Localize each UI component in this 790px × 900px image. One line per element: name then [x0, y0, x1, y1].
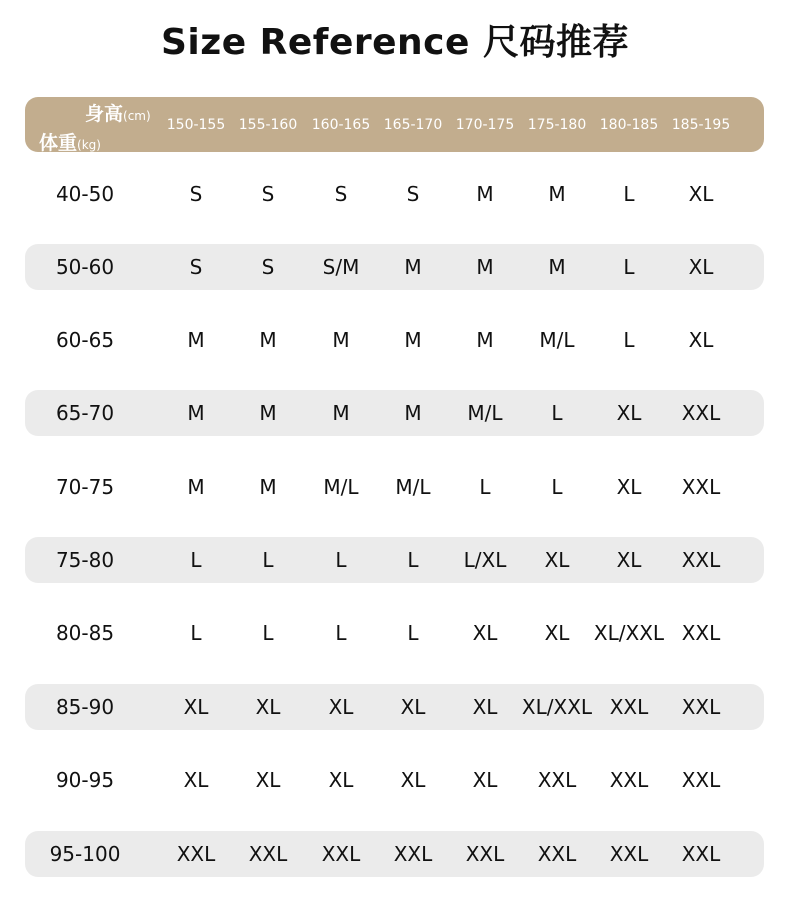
- size-cell: S: [261, 255, 275, 279]
- height-column-header: 175-180: [527, 117, 587, 133]
- weight-range-cell: 75-80: [55, 548, 115, 572]
- size-cell: XL: [616, 548, 642, 572]
- size-cell: S/M: [322, 255, 360, 279]
- size-cell: XL: [472, 621, 498, 645]
- table-row: [25, 171, 764, 217]
- size-cell: XL: [616, 401, 642, 425]
- height-column-header: 185-195: [671, 117, 731, 133]
- size-cell: XL: [544, 621, 570, 645]
- size-cell: XL: [616, 475, 642, 499]
- size-cell: M: [187, 401, 205, 425]
- page-title: Size Reference 尺码推荐: [161, 22, 629, 63]
- size-cell: L: [262, 621, 274, 645]
- size-cell: XL: [472, 768, 498, 792]
- size-cell: L/XL: [463, 548, 507, 572]
- size-cell: XXL: [537, 768, 577, 792]
- height-column-header: 155-160: [238, 117, 298, 133]
- size-cell: XXL: [248, 842, 288, 866]
- table-row: [25, 464, 764, 510]
- size-cell: S: [334, 182, 348, 206]
- size-cell: M/L: [539, 328, 575, 352]
- size-cell: M: [476, 182, 494, 206]
- table-row: [25, 757, 764, 803]
- size-cell: S: [189, 182, 203, 206]
- size-cell: XL: [255, 695, 281, 719]
- height-column-header: 170-175: [455, 117, 515, 133]
- height-column-header: 180-185: [599, 117, 659, 133]
- weight-range-cell: 95-100: [49, 842, 121, 866]
- weight-range-cell: 90-95: [55, 768, 115, 792]
- size-cell: L: [407, 548, 419, 572]
- size-cell: XXL: [681, 548, 721, 572]
- height-label: 身高: [85, 103, 124, 125]
- size-cell: XXL: [681, 768, 721, 792]
- size-cell: L: [335, 548, 347, 572]
- size-cell: M: [259, 475, 277, 499]
- height-column-header: 160-165: [311, 117, 371, 133]
- table-header: [25, 97, 764, 152]
- size-cell: XL: [688, 182, 714, 206]
- size-cell: M/L: [395, 475, 431, 499]
- weight-range-cell: 60-65: [55, 328, 115, 352]
- size-cell: M: [548, 182, 566, 206]
- weight-range-cell: 50-60: [55, 255, 115, 279]
- size-cell: XL: [183, 695, 209, 719]
- size-cell: M: [259, 401, 277, 425]
- size-cell: L: [623, 328, 635, 352]
- size-cell: XXL: [176, 842, 216, 866]
- size-cell: XXL: [609, 842, 649, 866]
- size-cell: XXL: [681, 695, 721, 719]
- weight-range-cell: 65-70: [55, 401, 115, 425]
- size-cell: XXL: [321, 842, 361, 866]
- height-column-header: 165-170: [383, 117, 443, 133]
- size-cell: L: [335, 621, 347, 645]
- size-cell: XXL: [681, 621, 721, 645]
- size-cell: M: [548, 255, 566, 279]
- size-cell: XL/XXL: [521, 695, 593, 719]
- weight-label: 体重: [39, 132, 78, 154]
- weight-range-cell: 70-75: [55, 475, 115, 499]
- size-cell: XXL: [465, 842, 505, 866]
- size-cell: XXL: [681, 401, 721, 425]
- size-cell: L: [623, 255, 635, 279]
- size-cell: M: [332, 401, 350, 425]
- height-column-header: 150-155: [166, 117, 226, 133]
- weight-axis-label: [39, 128, 101, 155]
- size-cell: XXL: [609, 695, 649, 719]
- size-cell: L: [190, 621, 202, 645]
- size-cell: L: [623, 182, 635, 206]
- size-cell: L: [551, 475, 563, 499]
- table-row: [25, 831, 764, 877]
- table-row: [25, 390, 764, 436]
- size-cell: S: [261, 182, 275, 206]
- size-cell: XXL: [681, 475, 721, 499]
- height-axis-label: [85, 99, 151, 126]
- size-cell: XL: [400, 695, 426, 719]
- size-cell: XL: [328, 695, 354, 719]
- size-cell: M: [476, 328, 494, 352]
- size-cell: M: [404, 255, 422, 279]
- weight-range-cell: 85-90: [55, 695, 115, 719]
- size-cell: M/L: [323, 475, 359, 499]
- weight-range-cell: 80-85: [55, 621, 115, 645]
- size-cell: XL: [328, 768, 354, 792]
- size-cell: XXL: [537, 842, 577, 866]
- size-cell: M: [259, 328, 277, 352]
- size-cell: M: [187, 475, 205, 499]
- size-cell: XL: [255, 768, 281, 792]
- size-cell: XL: [183, 768, 209, 792]
- size-cell: M/L: [467, 401, 503, 425]
- size-cell: M: [476, 255, 494, 279]
- table-row: [25, 610, 764, 656]
- table-row: [25, 684, 764, 730]
- size-cell: M: [332, 328, 350, 352]
- size-cell: M: [404, 328, 422, 352]
- table-row: [25, 244, 764, 290]
- size-cell: XL: [400, 768, 426, 792]
- size-cell: L: [551, 401, 563, 425]
- size-cell: M: [404, 401, 422, 425]
- size-cell: XL: [688, 328, 714, 352]
- size-cell: XXL: [681, 842, 721, 866]
- table-row: [25, 317, 764, 363]
- size-cell: L: [407, 621, 419, 645]
- size-cell: S: [189, 255, 203, 279]
- size-cell: L: [262, 548, 274, 572]
- size-cell: M: [187, 328, 205, 352]
- size-cell: XL: [544, 548, 570, 572]
- size-cell: XL: [472, 695, 498, 719]
- size-cell: XL: [688, 255, 714, 279]
- size-cell: S: [406, 182, 420, 206]
- size-cell: XXL: [393, 842, 433, 866]
- size-cell: L: [479, 475, 491, 499]
- size-cell: L: [190, 548, 202, 572]
- table-row: [25, 537, 764, 583]
- weight-range-cell: 40-50: [55, 182, 115, 206]
- weight-unit: (kg): [77, 138, 101, 152]
- height-unit: (cm): [123, 109, 151, 123]
- size-cell: XL/XXL: [593, 621, 665, 645]
- size-cell: XXL: [609, 768, 649, 792]
